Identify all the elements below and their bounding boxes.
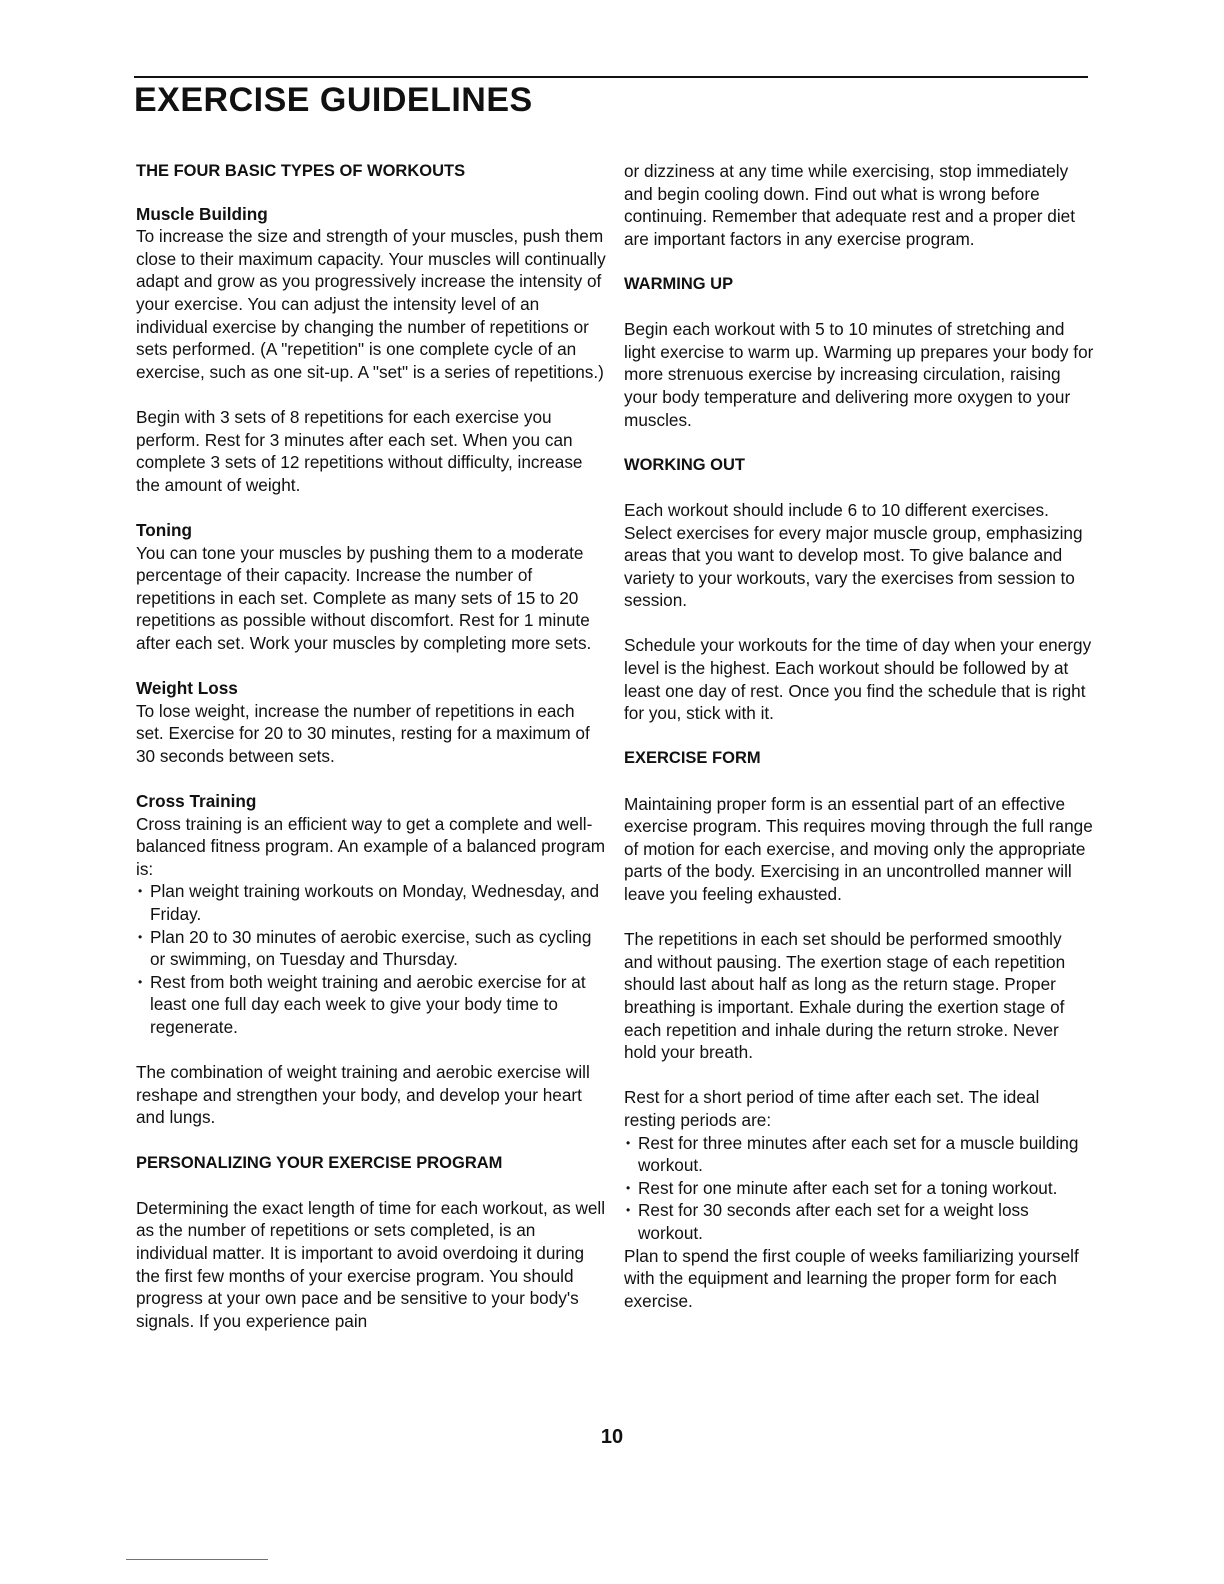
left-column [136, 160, 606, 1332]
exercise-form-heading: EXERCISE FORM [624, 749, 761, 768]
title-rule [134, 76, 1088, 78]
toning-heading: Toning [136, 519, 192, 540]
list-item: • Rest for three minutes after each set for a muscle building workout. [624, 1132, 1094, 1177]
page-title: EXERCISE GUIDELINES [134, 81, 533, 119]
bottom-edge-mark [126, 1559, 268, 1560]
exercise-form-paragraph-4: Plan to spend the first couple of weeks familiarizing yourself with the equipment and learning the proper form for each exercise. [624, 1245, 1079, 1311]
cross-training-intro: Cross training is an efficient way to get a complete and well-balanced fitness program. An example of a balanced program is: [136, 813, 606, 879]
exercise-form-paragraph-3: Rest for a short period of time after each set. The ideal resting periods are: [624, 1087, 1040, 1130]
page-number: 10 [600, 1426, 624, 1448]
list-item: • Rest from both weight training and aerobic exercise for at least one full day each week to give your body time to regenerate. [136, 971, 606, 1039]
weight-loss-heading: Weight Loss [136, 678, 238, 699]
list-item: • Rest for one minute after each set for a toning workout. [624, 1177, 1094, 1200]
exercise-form-paragraph-1: Maintaining proper form is an essential part of an effective exercise program. This requires moving through the full range of motion for each exercise, and moving only the appropriate parts of the body. Exercising in an uncontrolled manner will leave you feeling exhausted. [624, 793, 1093, 904]
four-types-heading: THE FOUR BASIC TYPES OF WORKOUTS [136, 162, 466, 180]
list-item: • Plan 20 to 30 minutes of aerobic exercise, such as cycling or swimming, on Tuesday and Thursday. [136, 926, 606, 971]
working-out-paragraph-2: Schedule your workouts for the time of day when your energy level is the highest. Each workout should be followed by at least one day of rest. Once you find the schedule that is right for you, stick with it. [624, 635, 1092, 724]
personalizing-heading: PERSONALIZING YOUR EXERCISE PROGRAM [136, 1153, 503, 1172]
cross-training-heading: Cross Training [136, 791, 257, 812]
warming-up-heading: WARMING UP [624, 274, 734, 293]
exercise-form-paragraph-2: The repetitions in each set should be performed smoothly and without pausing. The exertion stage of each repetition should last about half as long as the return stage. Proper breathing is important. Exhale during the exertion stage of each repetition and inhale during the return stroke. Never hold your breath. [624, 929, 1066, 1063]
toning-paragraph: You can tone your muscles by pushing them to a moderate percentage of their capacity. Increase the number of repetitions in each set. Complete as many sets of 15 to 20 repetitions as possible without discomfort. Rest for 1 minute after each set. Work your muscles by completing more sets. [136, 542, 592, 653]
warming-up-paragraph: Begin each workout with 5 to 10 minutes of stretching and light exercise to warm up. Warming up prepares your body for more strenuous exercise by increasing circulation, raising your body temperature and delivering more oxygen to your muscles. [624, 319, 1094, 430]
muscle-building-paragraph-2: Begin with 3 sets of 8 repetitions for each exercise you perform. Rest for 3 minutes after each set. When you can complete 3 sets of 12 repetitions without difficulty, increase the amount of weight. [136, 406, 583, 495]
personalizing-paragraph: Determining the exact length of time for each workout, as well as the number of repetitions or sets completed, is an individual matter. It is important to avoid overdoing it during the first few months of your exercise program. You should progress at your own pace and be sensitive to your body's signals. If you experience pain [136, 1197, 606, 1331]
muscle-building-paragraph-1: To increase the size and strength of your muscles, push them close to their maximum capacity. Your muscles will continually adapt and grow as you progressively increase the intensity of your exercise. You can adjust the intensity level of an individual exercise by changing the number of repetitions or sets performed. (A "repetition" is one complete cycle of an exercise, such as one sit-up. A "set" is a series of repetitions.) [136, 226, 606, 382]
muscle-building-heading: Muscle Building [136, 203, 268, 224]
working-out-paragraph-1: Each workout should include 6 to 10 different exercises. Select exercises for every major muscle group, emphasizing areas that you want to develop most. To give balance and variety to your workouts, vary the exercises from session to session. [624, 499, 1083, 611]
list-item: • Plan weight training workouts on Monday, Wednesday, and Friday. [136, 880, 606, 925]
working-out-heading: WORKING OUT [624, 455, 745, 474]
weight-loss-paragraph: To lose weight, increase the number of repetitions in each set. Exercise for 20 to 30 minutes, resting for a maximum of 30 seconds between sets. [136, 700, 590, 766]
cross-training-paragraph-2: The combination of weight training and aerobic exercise will reshape and strengthen your body, and develop your heart and lungs. [136, 1062, 590, 1128]
cross-training-list [136, 880, 606, 1038]
resting-periods-list [624, 1132, 1094, 1245]
right-column [624, 160, 1094, 1312]
list-item: • Rest for 30 seconds after each set for a weight loss workout. [624, 1199, 1094, 1244]
continued-paragraph: or dizziness at any time while exercising, stop immediately and begin cooling down. Find out what is wrong before continuing. Remember that adequate rest and a proper diet are important factors in any exercise program. [624, 161, 1075, 249]
